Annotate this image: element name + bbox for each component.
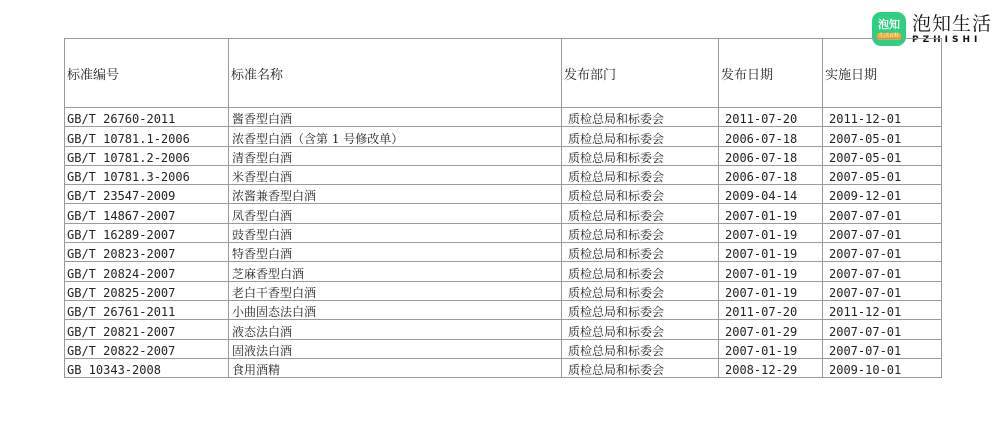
cell-effective-date: 2007-05-01	[823, 127, 942, 146]
cell-standard-name: 凤香型白酒	[229, 204, 562, 223]
table-row	[65, 320, 942, 339]
cell-issue-date: 2007-01-19	[719, 262, 823, 281]
cell-standard-name: 食用酒精	[229, 358, 562, 377]
header-standard-code: 标准编号	[65, 39, 229, 108]
table-row	[65, 165, 942, 184]
cell-standard-code: GB/T 26760-2011	[65, 108, 229, 127]
header-effective-date: 实施日期	[823, 39, 942, 108]
table-row	[65, 262, 942, 281]
cell-issuing-dept: 质检总局和标委会	[562, 358, 719, 377]
cell-standard-name: 米香型白酒	[229, 165, 562, 184]
cell-effective-date: 2007-07-01	[823, 204, 942, 223]
cell-issue-date: 2007-01-19	[719, 281, 823, 300]
table-row	[65, 358, 942, 377]
cell-standard-code: GB/T 23547-2009	[65, 185, 229, 204]
cell-standard-name: 老白干香型白酒	[229, 281, 562, 300]
cell-standard-code: GB/T 10781.1-2006	[65, 127, 229, 146]
cell-issue-date: 2007-01-29	[719, 320, 823, 339]
table-row	[65, 108, 942, 127]
cell-effective-date: 2007-07-01	[823, 281, 942, 300]
table-row	[65, 281, 942, 300]
cell-standard-name: 豉香型白酒	[229, 223, 562, 242]
cell-issuing-dept: 质检总局和标委会	[562, 262, 719, 281]
cell-standard-code: GB/T 26761-2011	[65, 300, 229, 319]
cell-issue-date: 2007-01-19	[719, 223, 823, 242]
cell-standard-name: 特香型白酒	[229, 243, 562, 262]
cell-standard-name: 小曲固态法白酒	[229, 300, 562, 319]
table-row	[65, 127, 942, 146]
cell-issuing-dept: 质检总局和标委会	[562, 339, 719, 358]
cell-standard-code: GB/T 20823-2007	[65, 243, 229, 262]
cell-standard-name: 芝麻香型白酒	[229, 262, 562, 281]
cell-standard-name: 清香型白酒	[229, 146, 562, 165]
table-row	[65, 204, 942, 223]
cell-standard-code: GB/T 20824-2007	[65, 262, 229, 281]
cell-issuing-dept: 质检总局和标委会	[562, 281, 719, 300]
table-row	[65, 300, 942, 319]
table-row	[65, 146, 942, 165]
cell-issue-date: 2011-07-20	[719, 108, 823, 127]
cell-standard-code: GB/T 14867-2007	[65, 204, 229, 223]
cell-issue-date: 2009-04-14	[719, 185, 823, 204]
cell-standard-code: GB/T 20825-2007	[65, 281, 229, 300]
cell-issuing-dept: 质检总局和标委会	[562, 108, 719, 127]
cell-standard-code: GB/T 20821-2007	[65, 320, 229, 339]
table-row	[65, 339, 942, 358]
cell-effective-date: 2007-07-01	[823, 320, 942, 339]
cell-issue-date: 2007-01-19	[719, 204, 823, 223]
cell-effective-date: 2011-12-01	[823, 108, 942, 127]
cell-standard-name: 酱香型白酒	[229, 108, 562, 127]
cell-effective-date: 2007-05-01	[823, 146, 942, 165]
cell-effective-date: 2007-07-01	[823, 339, 942, 358]
cell-issue-date: 2007-01-19	[719, 243, 823, 262]
cell-issuing-dept: 质检总局和标委会	[562, 223, 719, 242]
cell-standard-code: GB/T 10781.3-2006	[65, 165, 229, 184]
liquor-standards-table	[64, 38, 942, 378]
cell-effective-date: 2007-07-01	[823, 262, 942, 281]
header-issuing-dept: 发布部门	[562, 39, 719, 108]
cell-effective-date: 2007-07-01	[823, 243, 942, 262]
cell-effective-date: 2009-10-01	[823, 358, 942, 377]
logo-badge-subtext: 生活百科	[878, 32, 899, 39]
table-row	[65, 185, 942, 204]
cell-standard-name: 固液法白酒	[229, 339, 562, 358]
cell-issue-date: 2006-07-18	[719, 127, 823, 146]
cell-issuing-dept: 质检总局和标委会	[562, 185, 719, 204]
cell-effective-date: 2007-07-01	[823, 223, 942, 242]
cell-issue-date: 2007-01-19	[719, 339, 823, 358]
cell-standard-name: 浓香型白酒（含第 1 号修改单）	[229, 127, 562, 146]
cell-standard-code: GB 10343-2008	[65, 358, 229, 377]
header-issue-date: 发布日期	[719, 39, 823, 108]
cell-issue-date: 2006-07-18	[719, 165, 823, 184]
logo-badge-text: 泡知	[878, 17, 900, 31]
table-row	[65, 223, 942, 242]
cell-effective-date: 2011-12-01	[823, 300, 942, 319]
cell-issue-date: 2006-07-18	[719, 146, 823, 165]
table-header-row	[65, 39, 942, 108]
cell-effective-date: 2009-12-01	[823, 185, 942, 204]
cell-issuing-dept: 质检总局和标委会	[562, 204, 719, 223]
cell-standard-code: GB/T 16289-2007	[65, 223, 229, 242]
cell-standard-code: GB/T 10781.2-2006	[65, 146, 229, 165]
cell-effective-date: 2007-05-01	[823, 165, 942, 184]
cell-standard-name: 液态法白酒	[229, 320, 562, 339]
cell-issue-date: 2008-12-29	[719, 358, 823, 377]
cell-issuing-dept: 质检总局和标委会	[562, 165, 719, 184]
cell-issuing-dept: 质检总局和标委会	[562, 320, 719, 339]
cell-standard-name: 浓酱兼香型白酒	[229, 185, 562, 204]
cell-issuing-dept: 质检总局和标委会	[562, 300, 719, 319]
table-row	[65, 243, 942, 262]
cell-issuing-dept: 质检总局和标委会	[562, 146, 719, 165]
logo-name: 泡知生活	[912, 12, 993, 35]
cell-standard-code: GB/T 20822-2007	[65, 339, 229, 358]
header-standard-name: 标准名称	[229, 39, 562, 108]
logo-pinyin: PZHISHI	[912, 34, 982, 45]
cell-issuing-dept: 质检总局和标委会	[562, 127, 719, 146]
cell-issue-date: 2011-07-20	[719, 300, 823, 319]
cell-issuing-dept: 质检总局和标委会	[562, 243, 719, 262]
